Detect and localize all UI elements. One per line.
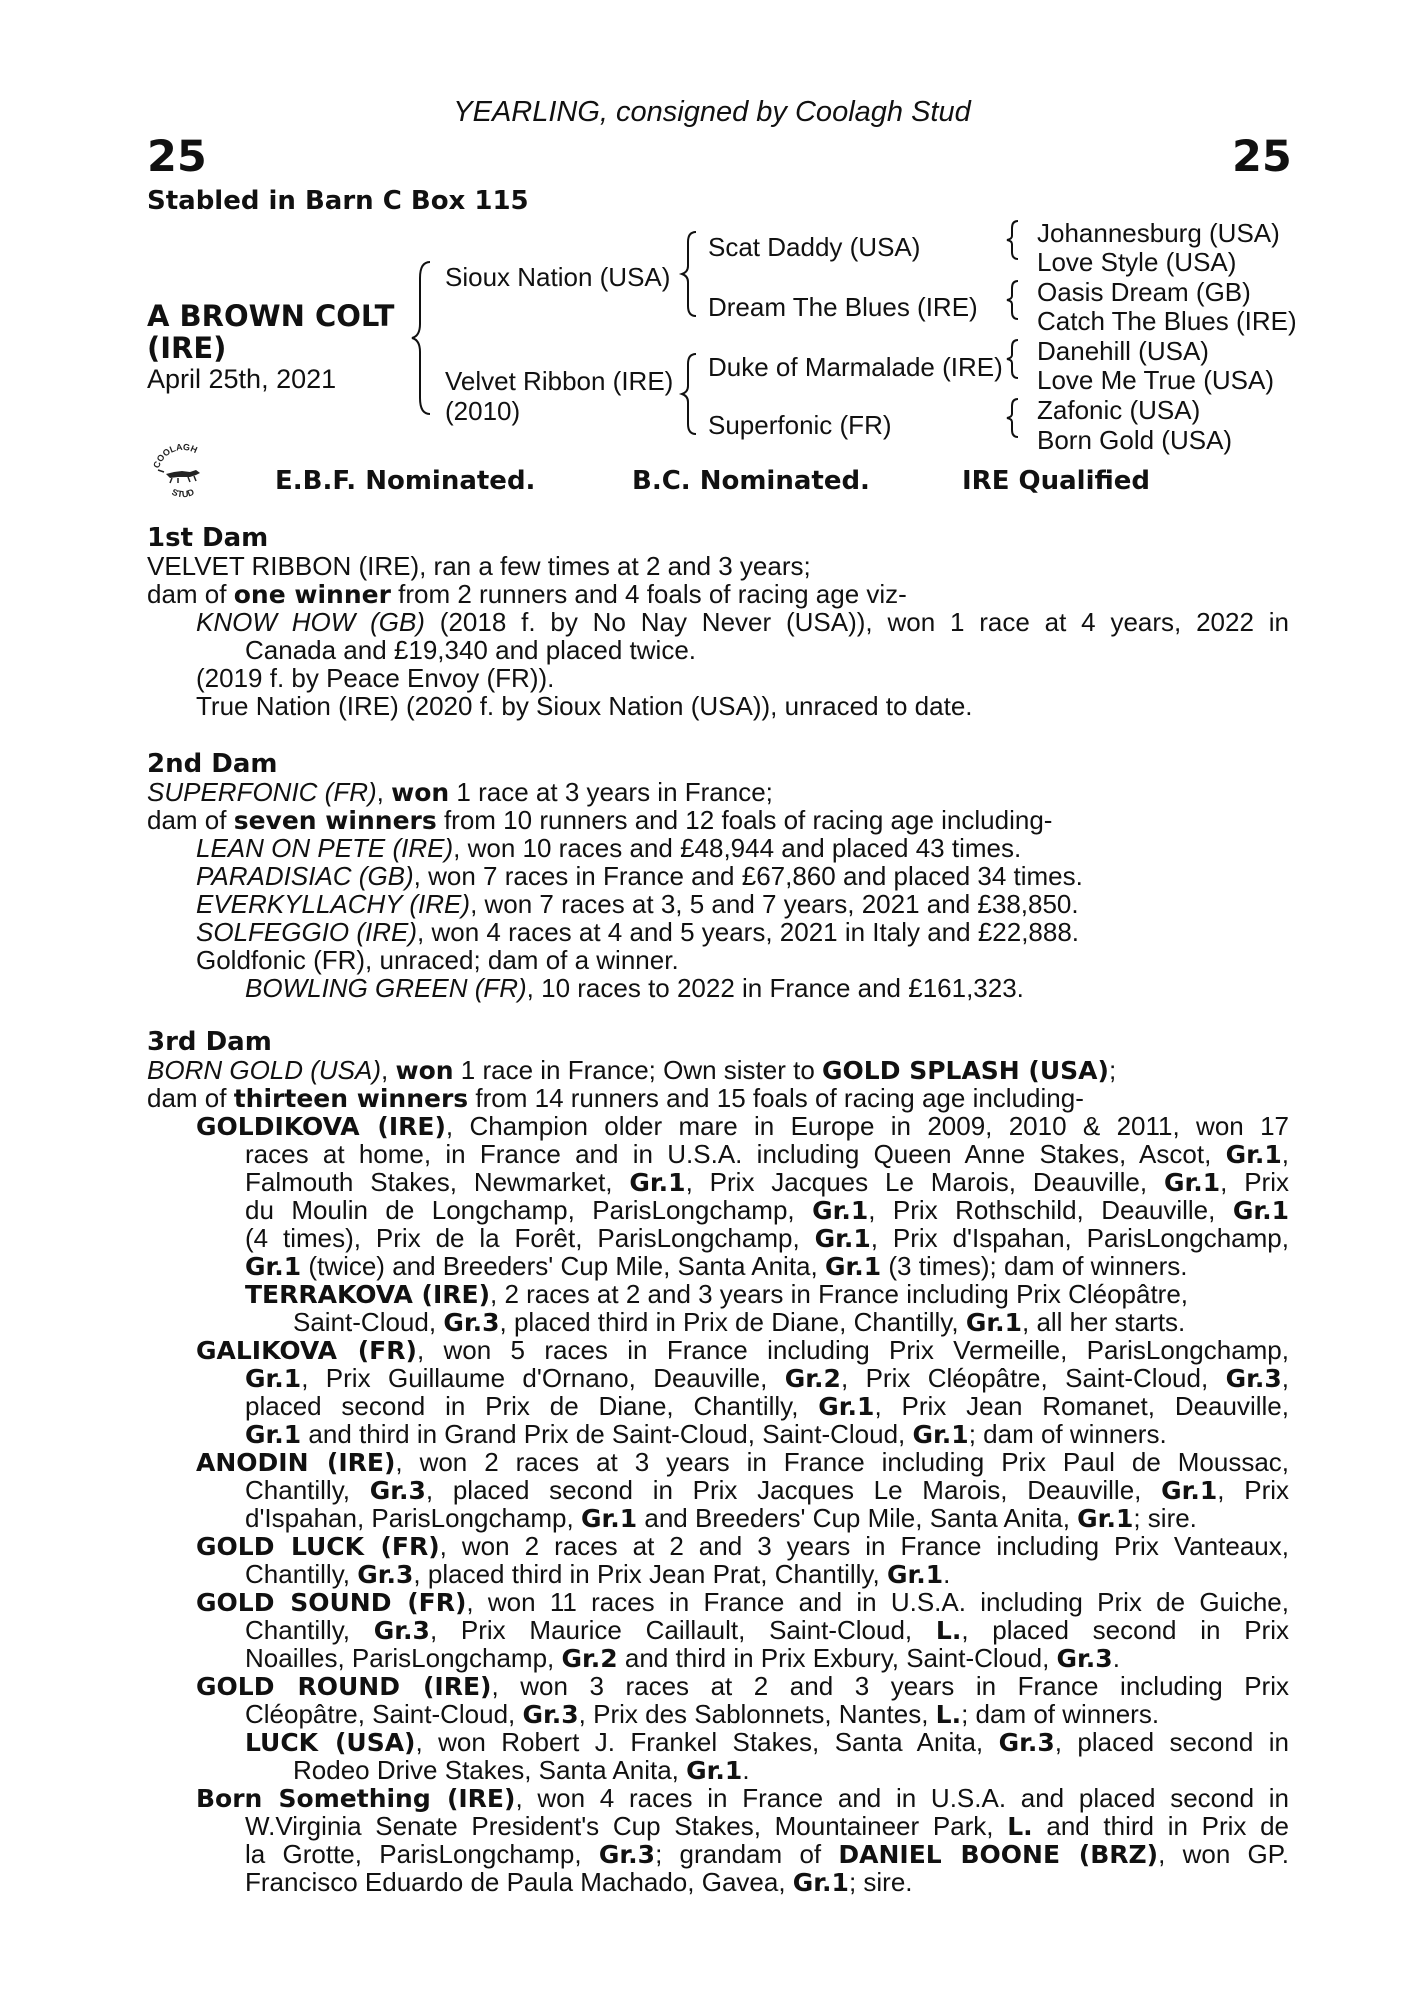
ebf-nomination: E.B.F. Nominated. bbox=[275, 466, 536, 496]
pedigree-g1: Johannesburg (USA) bbox=[1037, 218, 1280, 248]
section-heading-1st-dam: 1st Dam bbox=[147, 523, 269, 553]
dam2-line: SOLFEGGIO (IRE), won 4 races at 4 and 5 years, 2021 in Italy and £22,888. bbox=[196, 917, 1080, 947]
pedigree-g2: Love Style (USA) bbox=[1037, 247, 1237, 277]
dam3-line: Gr.1, Prix Guillaume d'Ornano, Deauville, Gr.2, Prix Cléopâtre, Saint-Cloud, Gr.3, bbox=[245, 1363, 1289, 1393]
pedigree-brace-g3 bbox=[1004, 337, 1022, 381]
dam3-line: du Moulin de Longchamp, ParisLongchamp, Gr.1, Prix Rothschild, Deauville, Gr.1 bbox=[245, 1195, 1289, 1225]
pedigree-sire-dam: Dream The Blues (IRE) bbox=[708, 292, 978, 322]
dam1-line: Canada and £19,340 and placed twice. bbox=[245, 635, 697, 665]
subject-title bbox=[147, 300, 394, 364]
dam3-line: TERRAKOVA (IRE), 2 races at 2 and 3 years in France including Prix Cléopâtre, bbox=[245, 1279, 1189, 1309]
consignment-header: YEARLING, consigned by Coolagh Stud bbox=[453, 96, 971, 128]
subject-foaled-date: April 25th, 2021 bbox=[147, 364, 337, 394]
pedigree-sire-sire: Scat Daddy (USA) bbox=[708, 232, 921, 262]
pedigree-brace-g1 bbox=[1004, 218, 1022, 262]
section-heading-3rd-dam: 3rd Dam bbox=[147, 1027, 272, 1057]
breeders-stamp-icon bbox=[148, 442, 218, 508]
dam3-line: GOLD ROUND (IRE), won 3 races at 2 and 3 years in France including Prix bbox=[196, 1671, 1289, 1701]
dam1-line: VELVET RIBBON (IRE), ran a few times at 2 and 3 years; bbox=[147, 551, 811, 581]
lot-number-left: 25 bbox=[147, 132, 207, 182]
pedigree-dam-year: (2010) bbox=[445, 396, 521, 426]
pedigree-g7: Zafonic (USA) bbox=[1037, 395, 1201, 425]
pedigree-brace-dam bbox=[678, 350, 700, 436]
dam2-line: PARADISIAC (GB), won 7 races in France and £67,860 and placed 34 times. bbox=[196, 861, 1083, 891]
dam3-line: Chantilly, Gr.3, placed third in Prix Jean Prat, Chantilly, Gr.1. bbox=[245, 1559, 951, 1589]
dam3-line: Rodeo Drive Stakes, Santa Anita, Gr.1. bbox=[293, 1755, 750, 1785]
pedigree-brace-g2 bbox=[1004, 278, 1022, 322]
dam3-line: placed second in Prix de Diane, Chantilly, Gr.1, Prix Jean Romanet, Deauville, bbox=[245, 1391, 1289, 1421]
dam3-line: Chantilly, Gr.3, Prix Maurice Caillault, Saint-Cloud, L., placed second in Prix bbox=[245, 1615, 1289, 1645]
subject-title-line1: A BROWN COLT bbox=[147, 299, 395, 333]
ire-qualified: IRE Qualified bbox=[962, 466, 1151, 496]
pedigree-brace-g4 bbox=[1004, 396, 1022, 440]
dam3-line: Gr.1 (twice) and Breeders' Cup Mile, Santa Anita, Gr.1 (3 times); dam of winners. bbox=[245, 1251, 1188, 1281]
dam3-line: Gr.1 and third in Grand Prix de Saint-Cloud, Saint-Cloud, Gr.1; dam of winners. bbox=[245, 1419, 1167, 1449]
dam3-line: GOLD SOUND (FR), won 11 races in France and in U.S.A. including Prix de Guiche, bbox=[196, 1587, 1289, 1617]
pedigree-g5: Danehill (USA) bbox=[1037, 336, 1209, 366]
lot-number-right: 25 bbox=[1232, 132, 1292, 182]
pedigree-brace-sire bbox=[678, 228, 700, 318]
pedigree-brace-main bbox=[408, 258, 438, 418]
dam3-line: (4 times), Prix de la Forêt, ParisLongchamp, Gr.1, Prix d'Ispahan, ParisLongchamp, bbox=[245, 1223, 1289, 1253]
bc-nomination: B.C. Nominated. bbox=[632, 466, 870, 496]
subject-title-line2: (IRE) bbox=[147, 331, 227, 365]
dam3-line: BORN GOLD (USA), won 1 race in France; Own sister to GOLD SPLASH (USA); bbox=[147, 1055, 1117, 1085]
pedigree-dam: Velvet Ribbon (IRE) bbox=[445, 366, 674, 396]
section-heading-2nd-dam: 2nd Dam bbox=[147, 749, 278, 779]
dam3-line: Falmouth Stakes, Newmarket, Gr.1, Prix Jacques Le Marois, Deauville, Gr.1, Prix bbox=[245, 1167, 1289, 1197]
pedigree-sire: Sioux Nation (USA) bbox=[445, 262, 671, 292]
dam3-line: Born Something (IRE), won 4 races in France and in U.S.A. and placed second in bbox=[196, 1783, 1289, 1813]
dam1-line: (2019 f. by Peace Envoy (FR)). bbox=[196, 663, 555, 693]
dam3-line: W.Virginia Senate President's Cup Stakes, Mountaineer Park, L. and third in Prix de bbox=[245, 1811, 1290, 1841]
dam3-line: d'Ispahan, ParisLongchamp, Gr.1 and Breeders' Cup Mile, Santa Anita, Gr.1; sire. bbox=[245, 1503, 1197, 1533]
dam3-line: dam of thirteen winners from 14 runners and 15 foals of racing age including- bbox=[147, 1083, 1084, 1113]
dam3-line: races at home, in France and in U.S.A. including Queen Anne Stakes, Ascot, Gr.1, bbox=[245, 1139, 1289, 1169]
dam3-line: LUCK (USA), won Robert J. Frankel Stakes, Santa Anita, Gr.3, placed second in bbox=[245, 1727, 1289, 1757]
dam2-line: SUPERFONIC (FR), won 1 race at 3 years in France; bbox=[147, 777, 773, 807]
dam3-line: GOLD LUCK (FR), won 2 races at 2 and 3 years in France including Prix Vanteaux, bbox=[196, 1531, 1289, 1561]
dam2-line: EVERKYLLACHY (IRE), won 7 races at 3, 5 and 7 years, 2021 and £38,850. bbox=[196, 889, 1079, 919]
dam3-line: Noailles, ParisLongchamp, Gr.2 and third in Prix Exbury, Saint-Cloud, Gr.3. bbox=[245, 1643, 1120, 1673]
dam3-line: ANODIN (IRE), won 2 races at 3 years in France including Prix Paul de Moussac, bbox=[196, 1447, 1290, 1477]
pedigree-g4: Catch The Blues (IRE) bbox=[1037, 306, 1297, 336]
dam2-line: Goldfonic (FR), unraced; dam of a winner. bbox=[196, 945, 679, 975]
logo-text-top: COOLAGH bbox=[151, 442, 199, 470]
dam3-line: la Grotte, ParisLongchamp, Gr.3; grandam of DANIEL BOONE (BRZ), won GP. bbox=[245, 1839, 1289, 1869]
dam3-line: Cléopâtre, Saint-Cloud, Gr.3, Prix des Sablonnets, Nantes, L.; dam of winners. bbox=[245, 1699, 1160, 1729]
dam3-line: Francisco Eduardo de Paula Machado, Gavea, Gr.1; sire. bbox=[245, 1867, 913, 1897]
dam2-line: LEAN ON PETE (IRE), won 10 races and £48,944 and placed 43 times. bbox=[196, 833, 1022, 863]
dam2-line: dam of seven winners from 10 runners and 12 foals of racing age including- bbox=[147, 805, 1053, 835]
stabled-location: Stabled in Barn C Box 115 bbox=[147, 186, 529, 216]
pedigree-g6: Love Me True (USA) bbox=[1037, 365, 1274, 395]
dam1-line: True Nation (IRE) (2020 f. by Sioux Nation (USA)), unraced to date. bbox=[196, 691, 973, 721]
pedigree-dam-sire: Duke of Marmalade (IRE) bbox=[708, 352, 1003, 382]
pedigree-g8: Born Gold (USA) bbox=[1037, 425, 1233, 455]
dam3-line: GALIKOVA (FR), won 5 races in France including Prix Vermeille, ParisLongchamp, bbox=[196, 1335, 1289, 1365]
dam1-line: KNOW HOW (GB) (2018 f. by No Nay Never (USA)), won 1 race at 4 years, 2022 in bbox=[196, 607, 1289, 637]
dam3-line: Saint-Cloud, Gr.3, placed third in Prix de Diane, Chantilly, Gr.1, all her starts. bbox=[293, 1307, 1186, 1337]
logo-text-bottom: STUD bbox=[170, 486, 196, 500]
dam3-line: GOLDIKOVA (IRE), Champion older mare in Europe in 2009, 2010 & 2011, won 17 bbox=[196, 1111, 1289, 1141]
dam1-line: dam of one winner from 2 runners and 4 foals of racing age viz- bbox=[147, 579, 907, 609]
dam2-line: BOWLING GREEN (FR), 10 races to 2022 in France and £161,323. bbox=[245, 973, 1024, 1003]
dam3-line: Chantilly, Gr.3, placed second in Prix Jacques Le Marois, Deauville, Gr.1, Prix bbox=[245, 1475, 1290, 1505]
pedigree-dam-dam: Superfonic (FR) bbox=[708, 410, 892, 440]
pedigree-g3: Oasis Dream (GB) bbox=[1037, 277, 1251, 307]
